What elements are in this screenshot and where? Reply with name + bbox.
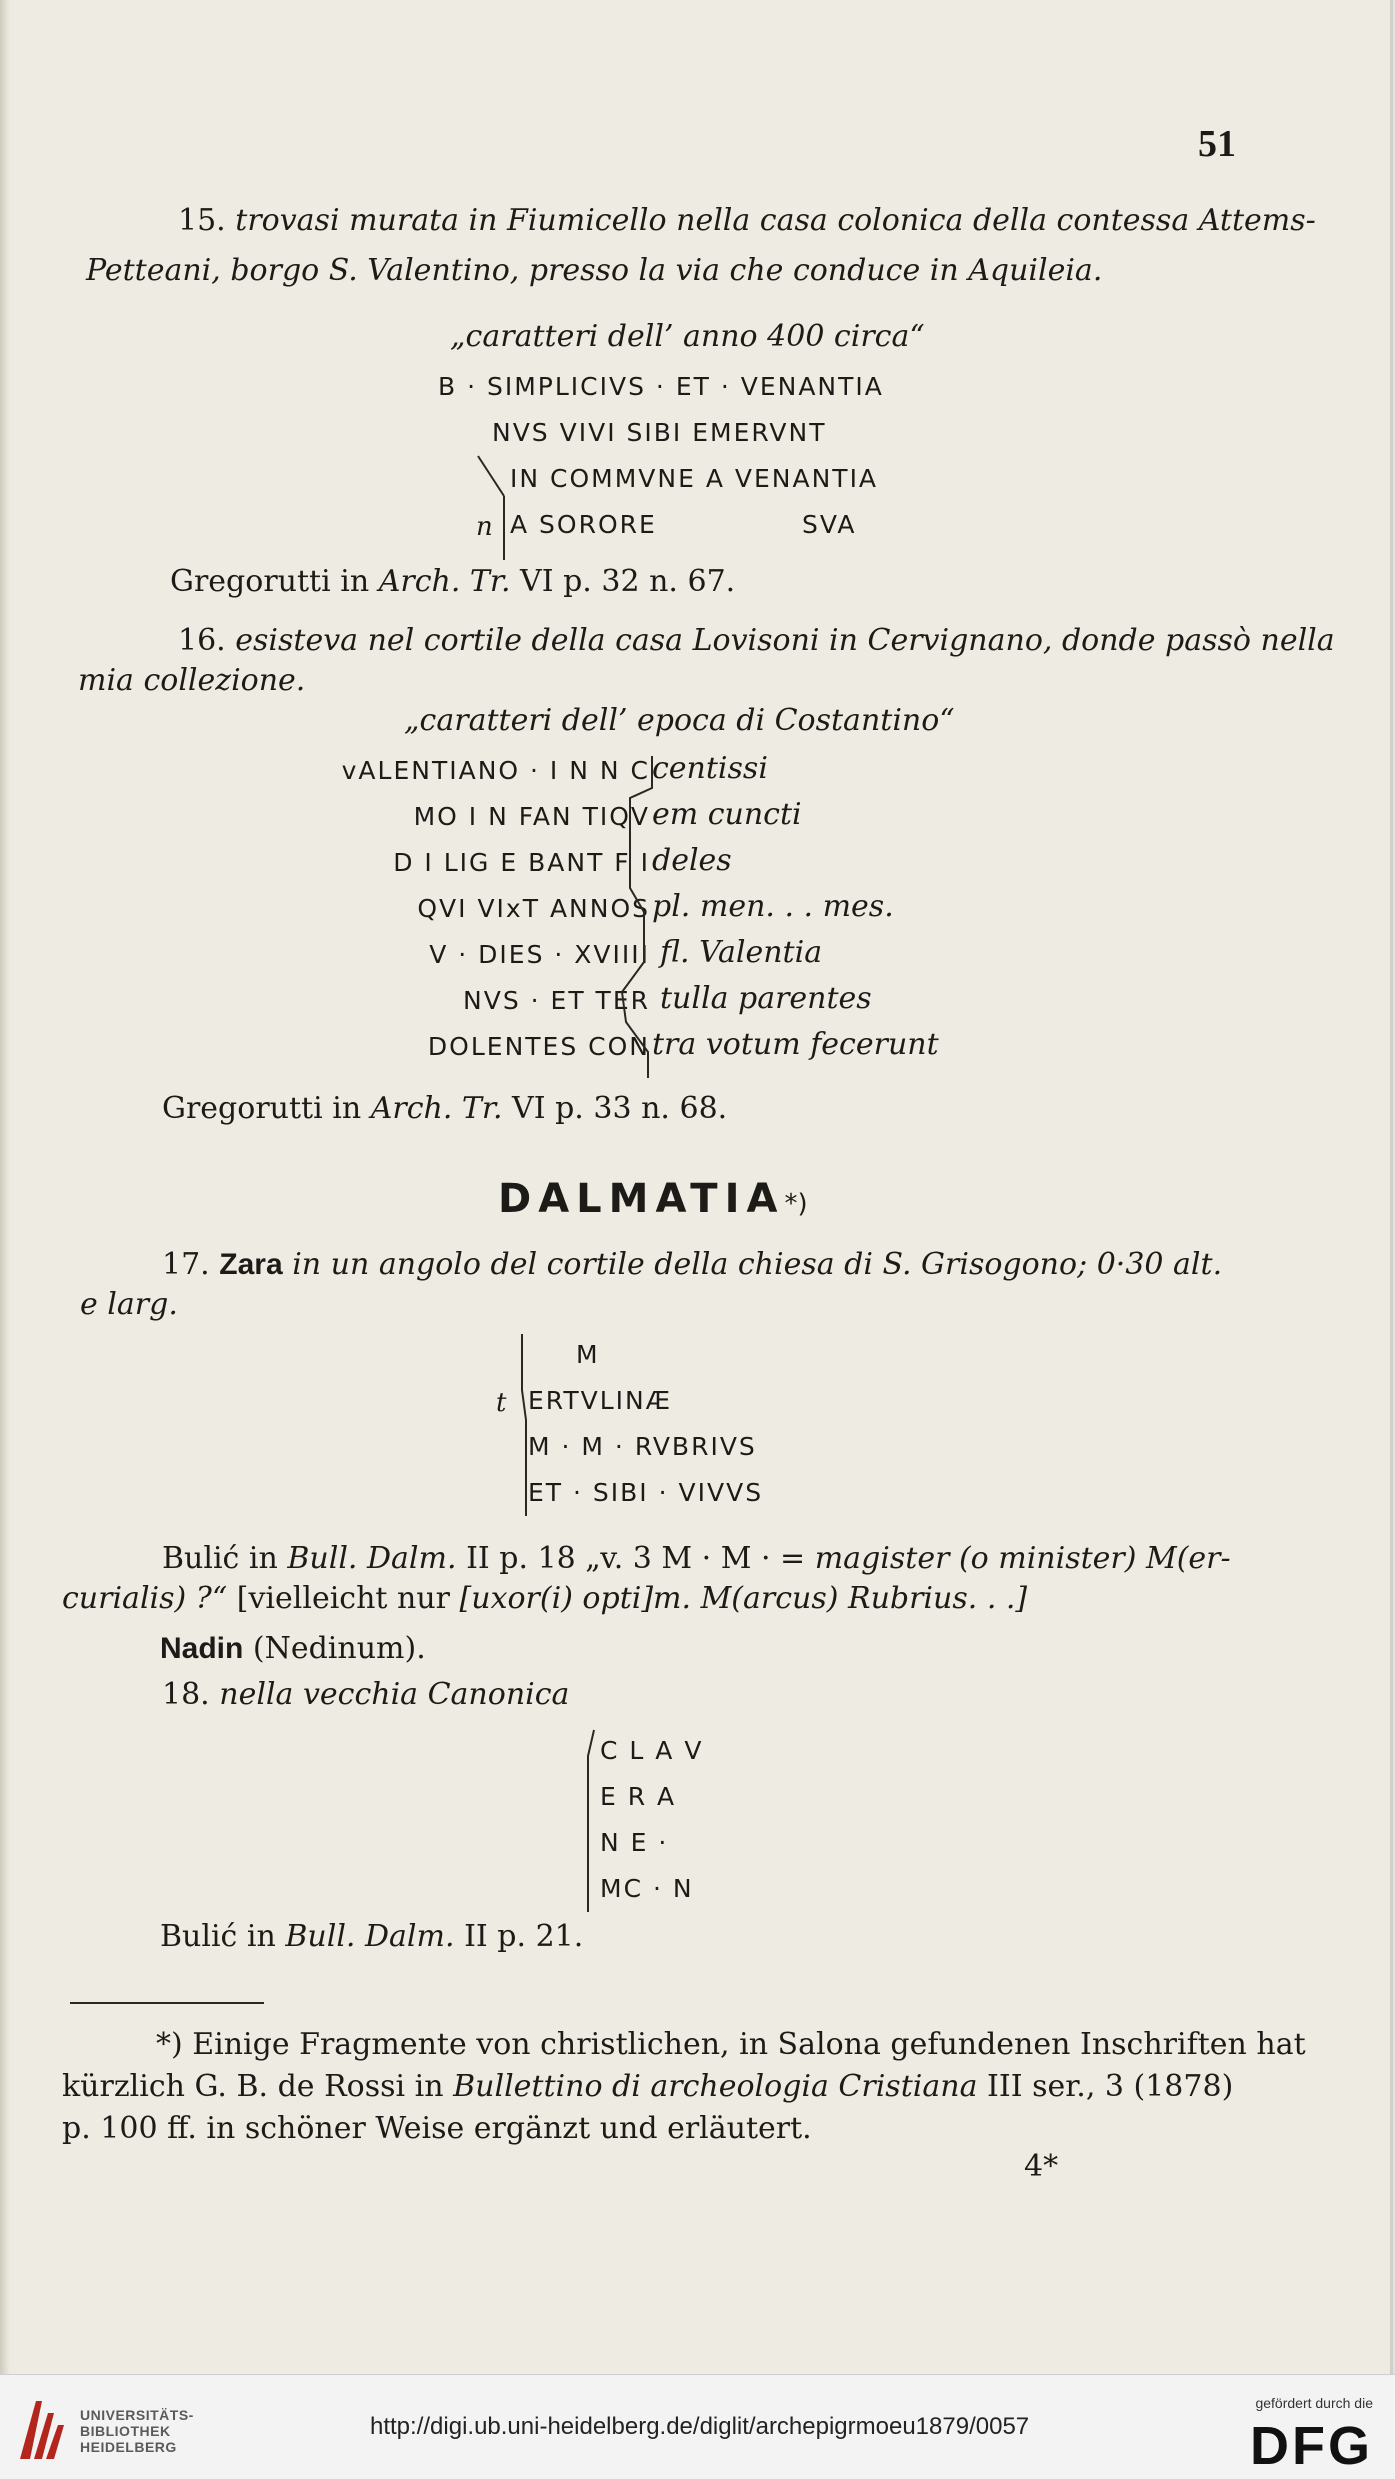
inscription-16-right-4: pl. men. . . mes. — [652, 889, 894, 924]
inscription-16-left-1: vALENTIANO · I N N C — [341, 756, 650, 785]
entry-18-reference — [160, 1918, 583, 1956]
entry-17-line2: e larg. — [80, 1287, 178, 1322]
entry-17-number: 17. — [162, 1247, 210, 1282]
entry-17-place: Zara — [219, 1248, 283, 1281]
university-name-line1: UNIVERSITÄTS- — [80, 2407, 194, 2423]
entry-16-text1: esisteva nel cortile della casa Lovisoni in Cervignano, donde passò nella — [235, 623, 1335, 658]
inscription-16-right-5: fl. Valentia — [660, 935, 823, 970]
inscription-15-break-line — [470, 452, 510, 562]
ref-details: VI p. 32 n. 67. — [520, 564, 736, 599]
inscription-17-line4: ET · SIBI · VIVVS — [528, 1478, 764, 1507]
ref-author: Bulić in — [162, 1541, 278, 1576]
footnote-text: kürzlich G. B. de Rossi in — [62, 2069, 444, 2104]
entry-17-line1 — [162, 1246, 1222, 1284]
footnote-separator — [70, 2002, 264, 2004]
entry-18-text1: nella vecchia Canonica — [219, 1677, 570, 1712]
inscription-18-line3: N E · — [600, 1828, 669, 1857]
inscription-17-line2: ERTVLINÆ — [528, 1386, 673, 1415]
inscription-16-right-3: deles — [652, 843, 732, 878]
inscription-16-right-7: tra votum fecerunt — [652, 1027, 939, 1062]
section-heading — [498, 1176, 808, 1222]
section-footnote-mark: *) — [784, 1189, 808, 1219]
entry-16-reference — [162, 1090, 727, 1128]
entry-17-ref-line1 — [162, 1540, 1231, 1578]
nadin-heading — [160, 1630, 426, 1668]
footnote-line1: *) Einige Fragmente von christlichen, in Salona gefundenen Inschriften hat — [156, 2027, 1306, 2062]
inscription-18-line1: C L A V — [600, 1736, 704, 1765]
ref-details: II p. 18 „v. 3 M · M · = — [466, 1541, 806, 1576]
inscription-15-line4b: SVA — [802, 510, 857, 539]
inscription-15-prefix: n — [476, 512, 493, 542]
ref-author: Bulić in — [160, 1919, 276, 1954]
section-heading-text: DALMATIA — [498, 1176, 785, 1222]
entry-15-reference — [170, 563, 735, 601]
entry-18-number: 18. — [162, 1677, 210, 1712]
page-spine-shadow — [0, 0, 10, 2374]
entry-15-text1: trovasi murata in Fiumicello nella casa colonica della contessa Attems- — [235, 203, 1316, 238]
inscription-17-break-line — [514, 1330, 534, 1520]
inscription-16-left-5: V · DIES · XVIIII — [429, 940, 650, 969]
entry-15-line1 — [178, 202, 1316, 240]
ref-journal: Arch. Tr. — [378, 564, 511, 599]
entry-16-line1 — [178, 622, 1335, 660]
inscription-15-line4a: A SORORE — [510, 510, 657, 539]
inscription-18-line4: MC · N — [600, 1874, 694, 1903]
ref-details: VI p. 33 n. 68. — [512, 1091, 728, 1126]
ref-commentary: magister (o minister) M(er- — [814, 1541, 1231, 1576]
entry-18-line1 — [162, 1676, 569, 1714]
ref-details: II p. 21. — [464, 1919, 584, 1954]
inscription-15-line3: IN COMMVNE A VENANTIA — [510, 464, 879, 493]
inscription-16-right-6: tulla parentes — [660, 981, 872, 1016]
entry-15-number: 15. — [178, 203, 226, 238]
footnote-journal: Bullettino di archeologia Cristiana — [453, 2069, 978, 2104]
inscription-16-left-6: NVS · ET TER — [463, 986, 650, 1015]
inscription-16-left-7: DOLENTES CON — [427, 1032, 650, 1061]
ref-commentary-end: curialis) ?“ — [62, 1581, 228, 1616]
footnote-volume: III ser., 3 (1878) — [987, 2069, 1234, 2104]
permalink-url[interactable]: http://digi.ub.uni-heidelberg.de/diglit/archepigrmoeu1879/0057 — [370, 2413, 1030, 2440]
inscription-16-right-2: em cuncti — [652, 797, 802, 832]
footnote-line2 — [62, 2068, 1233, 2106]
inscription-15-line1: B · SIMPLICIVS · ET · VENANTIA — [438, 372, 884, 401]
entry-15-line2: Petteani, borgo S. Valentino, presso la via che conduce in Aquileia. — [86, 253, 1103, 288]
inscription-17-line3: M · M · RVBRIVS — [528, 1432, 757, 1461]
nadin-latin-name: (Nedinum). — [252, 1631, 426, 1666]
ref-journal: Bull. Dalm. — [287, 1541, 457, 1576]
university-name — [80, 2407, 194, 2455]
entry-15-note: „caratteri dell’ anno 400 circa“ — [450, 319, 925, 354]
entry-16-note: „caratteri dell’ epoca di Costantino“ — [404, 703, 955, 738]
entry-17-text1: in un angolo del cortile della chiesa di S. Grisogono; 0·30 alt. — [292, 1247, 1223, 1282]
university-name-line2: BIBLIOTHEK — [80, 2423, 171, 2439]
sponsor-text: gefördert durch die — [1255, 2395, 1373, 2411]
university-logo-icon[interactable] — [16, 2395, 68, 2463]
ref-author: Gregorutti in — [162, 1091, 362, 1126]
ref-journal: Arch. Tr. — [370, 1091, 503, 1126]
ref-journal: Bull. Dalm. — [285, 1919, 455, 1954]
footnote-line3: p. 100 ff. in schöner Weise ergänzt und erläutert. — [62, 2111, 812, 2146]
ref-note: [vielleicht nur — [236, 1581, 450, 1616]
inscription-16-left-4: QVI VIxT ANNOS — [417, 894, 650, 923]
entry-16-line2: mia collezione. — [78, 663, 306, 698]
inscription-17-line1: M — [576, 1340, 600, 1369]
ref-reconstruction: [uxor(i) opti]m. M(arcus) Rubrius. . .] — [459, 1581, 1028, 1616]
inscription-16-break-line — [616, 752, 676, 1082]
inscription-18-line2: E R A — [600, 1782, 677, 1811]
entry-16-number: 16. — [178, 623, 226, 658]
signature-mark: 4* — [1024, 2149, 1059, 2184]
inscription-18-break-line — [580, 1726, 600, 1916]
inscription-16-right-1: centissi — [652, 751, 768, 786]
entry-17-ref-line2 — [62, 1580, 1027, 1618]
university-name-line3: HEIDELBERG — [80, 2439, 177, 2455]
ref-author: Gregorutti in — [170, 564, 370, 599]
inscription-17-prefix: t — [496, 1388, 507, 1418]
footer-bar — [0, 2374, 1395, 2479]
inscription-15-line2: NVS VIVI SIBI EMERVNT — [492, 418, 827, 447]
inscription-16-left-2: MO I N FAN TIQV — [413, 802, 650, 831]
dfg-logo[interactable]: DFG — [1250, 2416, 1373, 2476]
page-number: 51 — [1198, 123, 1236, 165]
inscription-16-left-3: D I LIG E BANT F I — [393, 848, 650, 877]
nadin-place: Nadin — [160, 1632, 244, 1665]
